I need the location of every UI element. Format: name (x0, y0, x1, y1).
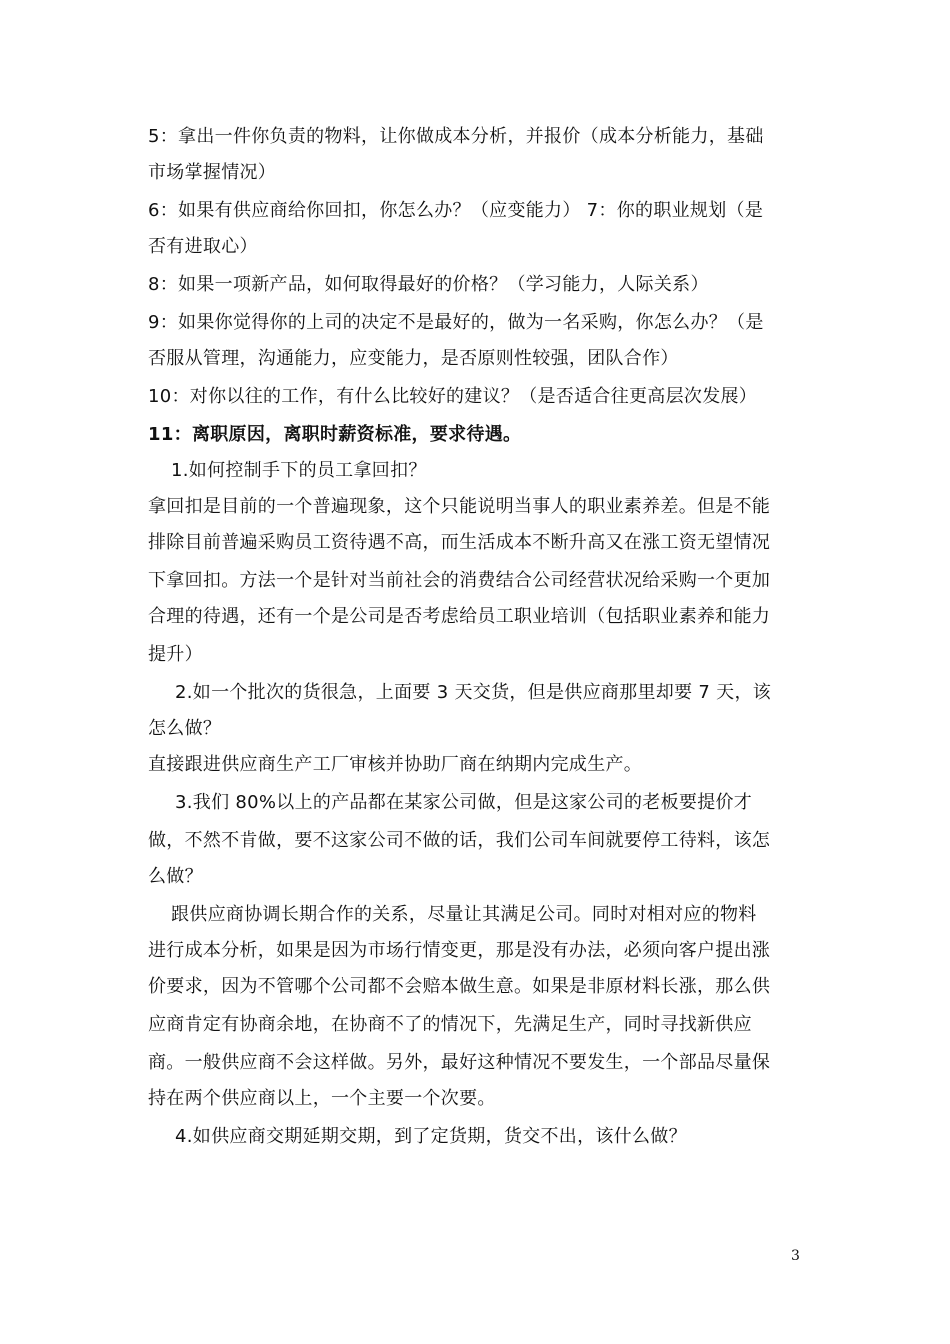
text-line: 10：对你以往的工作，有什么比较好的建议？（是否适合往更高层次发展） (148, 386, 758, 407)
text-line: 合理的待遇，还有一个是公司是否考虑给员工职业培训（包括职业素养和能力 (148, 606, 771, 627)
text-line: 6：如果有供应商给你回扣，你怎么办？（应变能力） 7：你的职业规划（是 (148, 200, 764, 221)
text-line: 下拿回扣。方法一个是针对当前社会的消费结合公司经营状况给采购一个更加 (148, 570, 771, 591)
text-line: 价要求，因为不管哪个公司都不会赔本做生意。如果是非原材料长涨，那么供 (148, 976, 771, 997)
text-line: 9：如果你觉得你的上司的决定不是最好的，做为一名采购，你怎么办？（是 (148, 312, 764, 333)
text-line: 怎么做？ (148, 718, 222, 739)
text-line: 做，不然不肯做，要不这家公司不做的话，我们公司车间就要停工待料，该怎 (148, 830, 771, 851)
question-heading: 3.我们 80%以上的产品都在某家公司做，但是这家公司的老板要提价才 (175, 792, 753, 813)
text-line: 拿回扣是目前的一个普遍现象，这个只能说明当事人的职业素养差。但是不能 (148, 496, 771, 517)
text-line: 进行成本分析，如果是因为市场行情变更，那是没有办法，必须向客户提出涨 (148, 940, 771, 961)
text-line: 直接跟进供应商生产工厂审核并协助厂商在纳期内完成生产。 (148, 754, 643, 775)
question-heading: 1.如何控制手下的员工拿回扣？ (171, 460, 427, 481)
text-line: 跟供应商协调长期合作的关系，尽量让其满足公司。同时对相对应的物料 (171, 904, 757, 925)
text-line: 11：离职原因，离职时薪资标准，要求待遇。 (148, 424, 522, 445)
page-number: 3 (791, 1248, 800, 1264)
text-line: 持在两个供应商以上，一个主要一个次要。 (148, 1088, 496, 1109)
text-line: 排除目前普遍采购员工资待遇不高，而生活成本不断升高又在涨工资无望情况 (148, 532, 771, 553)
text-line: 否有进取心） (148, 236, 258, 257)
text-line: 应商肯定有协商余地，在协商不了的情况下，先满足生产，同时寻找新供应 (148, 1014, 752, 1035)
text-line: 么做？ (148, 866, 203, 887)
text-line: 市场掌握情况） (148, 162, 277, 183)
question-heading: 4.如供应商交期延期交期，到了定货期，货交不出，该什么做？ (175, 1126, 687, 1147)
text-line: 8：如果一项新产品，如何取得最好的价格？（学习能力，人际关系） (148, 274, 709, 295)
text-line: 否服从管理，沟通能力，应变能力，是否原则性较强，团队合作） (148, 348, 679, 369)
text-line: 提升） (148, 644, 203, 665)
question-heading: 2.如一个批次的货很急，上面要 3 天交货，但是供应商那里却要 7 天，该 (175, 682, 772, 703)
text-line: 5：拿出一件你负责的物料，让你做成本分析，并报价（成本分析能力，基础 (148, 126, 764, 147)
text-line: 商。一般供应商不会这样做。另外，最好这种情况不要发生，一个部品尽量保 (148, 1052, 771, 1073)
